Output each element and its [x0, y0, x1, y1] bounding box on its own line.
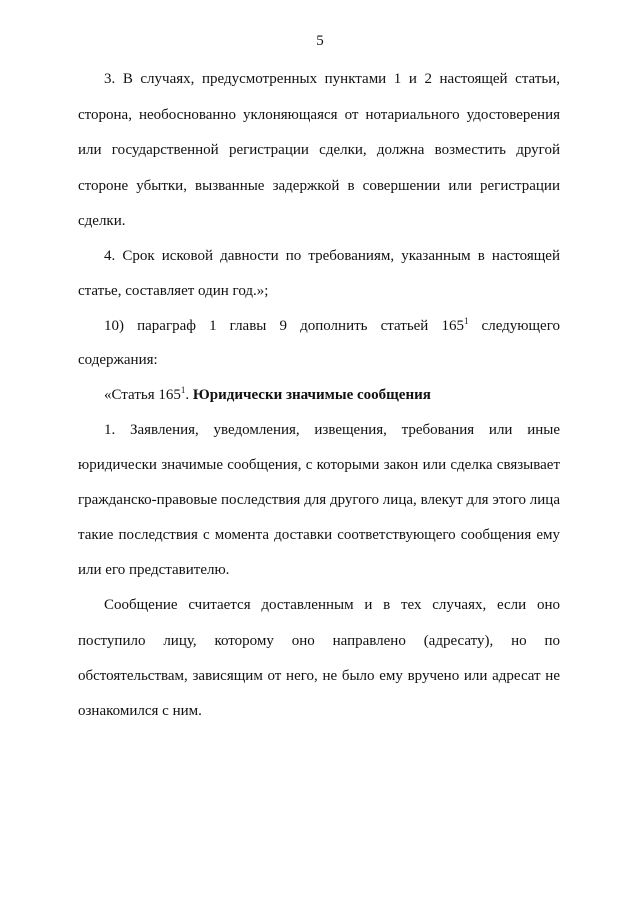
article-p1-line-1: 1. Заявления, уведомления, извещения, требования или иные [104, 422, 560, 438]
article-p2-line-2: поступило лицу, которому оно направлено (адресату), но по [78, 633, 560, 649]
item-10-line-2: содержания: [78, 352, 158, 368]
paragraph-3-line-5: сделки. [78, 213, 126, 229]
paragraph-4-line-2: статье, составляет один год.»; [78, 283, 269, 299]
item-10-line-1 [104, 317, 560, 335]
item-10-text-end: следующего [468, 318, 560, 334]
article-p2-line-4: ознакомился с ним. [78, 703, 202, 719]
article-superscript: 1 [180, 385, 186, 395]
page-number: 5 [316, 33, 324, 49]
article-prefix: «Статья 165 [104, 387, 181, 403]
article-p1-line-5: или его представителю. [78, 562, 230, 578]
article-title: Юридически значимые сообщения [192, 387, 431, 403]
paragraph-3-line-3: или государственной регистрации сделки, должна возместить другой [78, 142, 560, 158]
article-p2-line-3: обстоятельствам, зависящим от него, не было ему вручено или адресат не [78, 668, 560, 684]
article-heading [104, 386, 560, 404]
article-p1-line-4: такие последствия с момента доставки соответствующего сообщения ему [78, 527, 560, 543]
article-dot: . [185, 387, 193, 403]
article-p2-line-1: Сообщение считается доставленным и в тех случаях, если оно [104, 597, 560, 613]
paragraph-3-line-1: 3. В случаях, предусмотренных пунктами 1 и 2 настоящей статьи, [104, 71, 560, 87]
paragraph-3-line-2: сторона, необоснованно уклоняющаяся от нотариального удостоверения [78, 107, 560, 123]
article-p1-line-2: юридически значимые сообщения, с которыми закон или сделка связывает [78, 457, 560, 473]
article-p1-line-3: гражданско-правовые последствия для другого лица, влекут для этого лица [78, 492, 560, 508]
paragraph-3-line-4: стороне убытки, вызванные задержкой в совершении или регистрации [78, 178, 560, 194]
item-10-superscript: 1 [463, 316, 469, 326]
item-10-text: 10) параграф 1 главы 9 дополнить статьей 165 [104, 318, 464, 334]
paragraph-4-line-1: 4. Срок исковой давности по требованиям, указанным в настоящей [104, 248, 560, 264]
